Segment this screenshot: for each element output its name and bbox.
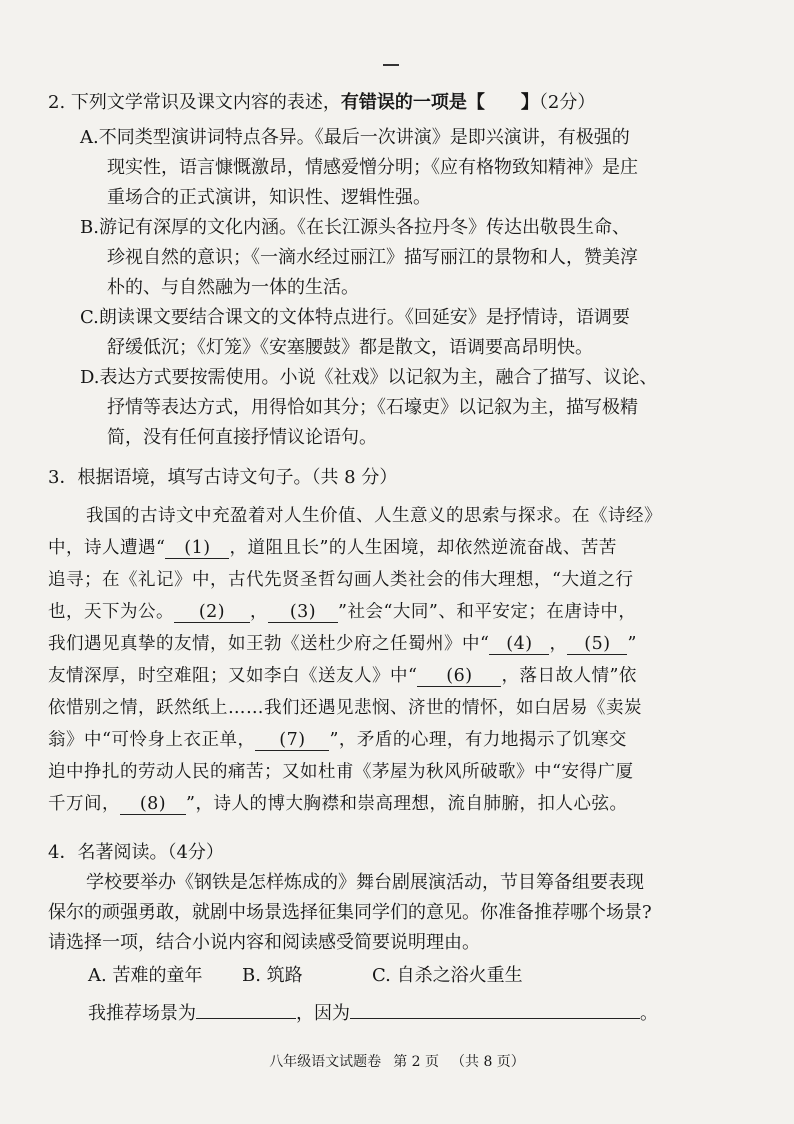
q2-title: [48, 90, 595, 116]
q2-option-a-line3: 重场合的正式演讲，知识性、逻辑性强。: [107, 187, 431, 208]
q3-para-line4: 也，天下为公。 (2) ， (3) ”社会“大同”、和平安定；在唐诗中，: [48, 602, 637, 622]
q2-option-c-line2: 舒缓低沉；《灯笼》《安塞腰鼓》都是散文，语调要高昂明快。: [107, 337, 593, 358]
footer-total-pages: （共 8 页）: [451, 1054, 525, 1070]
q4-line1: 学校要举办《钢铁是怎样炼成的》舞台剧展演活动，节目筹备组要表现: [86, 872, 644, 893]
q3-para-line7: 依惜别之情，跃然纸上……我们还遇见悲悯、济世的情怀，如白居易《卖炭: [48, 698, 642, 718]
q2-option-b-line3: 朴的、与自然融为一体的生活。: [107, 277, 359, 298]
q2-score: （2分）: [538, 92, 596, 113]
blank-2[interactable]: (2): [174, 602, 250, 623]
q3-para-line8: 翁》中“可怜身上衣正单， (7) ”，矛盾的心理，有力地揭示了饥寒交: [48, 730, 627, 750]
blank-8[interactable]: (8): [120, 794, 186, 815]
q2-option-d: D.表达方式要按需使用。小说《社戏》以记叙为主，融合了描写、议论、: [80, 367, 658, 388]
q3-para-line2: 中，诗人遭遇“ (1) ，道阻且长”的人生困境，却依然逆流奋战、苦苦: [48, 538, 617, 558]
choice-b[interactable]: B. 筑路: [242, 965, 303, 986]
reason-blank[interactable]: [350, 1018, 640, 1019]
q4-title: 4．名著阅读。（4分）: [48, 842, 224, 863]
q2-stem-emphasis: 有错误: [340, 92, 395, 113]
q2-number: 2.: [48, 92, 66, 113]
q4-line3: 请选择一项，结合小说内容和阅读感受简要说明理由。: [48, 932, 480, 953]
q3-title: 3．根据语境，填写古诗文句子。（共 8 分）: [48, 467, 398, 488]
q2-option-d-line2: 抒情等表达方式，用得恰如其分；《石壕吏》以记叙为主，描写极精: [107, 397, 638, 418]
q3-para-line3: 追寻；在《礼记》中，古代先贤圣哲勾画人类社会的伟大理想，“大道之行: [48, 570, 634, 590]
q2-option-a: A.不同类型演讲词特点各异。《最后一次讲演》是即兴演讲，有极强的: [80, 127, 630, 148]
blank-3[interactable]: (3): [268, 602, 338, 623]
q2-option-b-line2: 珍视自然的意识；《一滴水经过丽江》描写丽江的景物和人，赞美淳: [107, 247, 638, 268]
blank-1[interactable]: (1): [165, 538, 229, 559]
scene-blank[interactable]: [196, 1018, 296, 1019]
q4-answer-line: 我推荐场景为 ，因为 。: [88, 1003, 658, 1024]
q2-stem: 下列文学常识及课文内容的表述，: [70, 92, 341, 113]
q4-line2: 保尔的顽强勇敢，就剧中场景选择征集同学们的意见。你准备推荐哪个场景?: [48, 902, 652, 923]
blank-7[interactable]: (7): [255, 730, 329, 751]
q2-bracket-close: 】: [520, 92, 539, 113]
q2-option-b: B.游记有深厚的文化内涵。《在长江源头各拉丹冬》传达出敬畏生命、: [80, 217, 630, 238]
choice-c[interactable]: C. 自杀之浴火重生: [372, 965, 523, 986]
footer-page-number: 第 2 页: [393, 1054, 439, 1070]
blank-6[interactable]: (6): [417, 666, 501, 687]
q3-para-line5: 我们遇见真挚的友情，如王勃《送杜少府之任蜀州》中“ (4) ， (5) ”: [48, 634, 637, 654]
blank-5[interactable]: (5): [567, 634, 627, 655]
page-footer: [0, 1052, 794, 1072]
q3-para-line10: 千万间， (8) ”，诗人的博大胸襟和崇高理想，流自肺腑，扣人心弦。: [48, 794, 628, 814]
q2-option-a-line2: 现实性，语言慷慨激昂，情感爱憎分明；《应有格物致知精神》是庄: [107, 157, 638, 178]
top-mark: [383, 64, 399, 66]
q3-para-line9: 迫中挣扎的劳动人民的痛苦；又如杜甫《茅屋为秋风所破歌》中“安得广厦: [48, 762, 634, 782]
q3-para-line6: 友情深厚，时空难阻；又如李白《送友人》中“ (6) ，落日故人情”依: [48, 666, 637, 686]
blank-4[interactable]: (4): [489, 634, 549, 655]
q2-option-d-line3: 简，没有任何直接抒情议论语句。: [107, 427, 377, 448]
q3-para-line1: 我国的古诗文中充盈着对人生价值、人生意义的思索与探求。在《诗经》: [86, 506, 662, 526]
q2-option-c: C.朗读课文要结合课文的文体特点进行。《回延安》是抒情诗，语调要: [80, 307, 630, 328]
q2-stem-end: 的一项是【: [394, 92, 485, 113]
choice-a[interactable]: A. 苦难的童年: [88, 965, 203, 986]
footer-exam-name: 八年级语文试题卷: [269, 1054, 382, 1070]
